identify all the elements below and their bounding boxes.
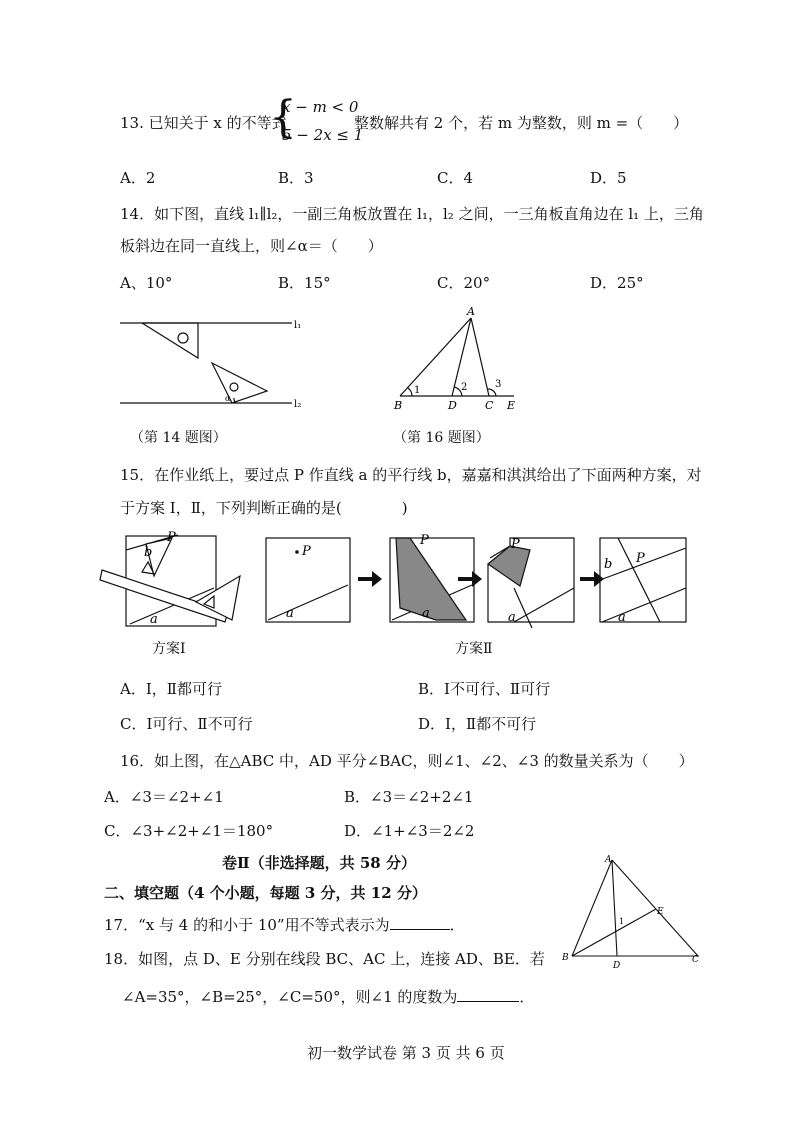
figure-16-caption: （第 16 题图） <box>393 430 490 446</box>
figure-15 <box>100 528 700 638</box>
q14-option-c[interactable]: C．20° <box>437 274 491 292</box>
q15-stem-line1: 15．在作业纸上，要过点 P 作直线 a 的平行线 b，嘉嘉和淇淇给出了下面两种方案，对 <box>120 466 702 484</box>
label-B: B <box>394 399 403 412</box>
fig18-label-C: C <box>692 955 699 965</box>
q18-stem-line1: 18．如图，点 D、E 分别在线段 BC、AC 上，连接 AD、BE．若 <box>104 950 545 968</box>
q18-answer-blank[interactable] <box>457 987 519 1002</box>
q16-option-c[interactable]: C．∠3+∠2+∠1＝180° <box>104 822 274 840</box>
q13-suffix: 整数解共有 2 个，若 m 为整数，则 m =（ ） <box>354 114 689 132</box>
q18-text: ∠A=35°，∠B=25°，∠C=50°，则∠1 的度数为 <box>122 988 458 1006</box>
q14-stem-line2: 板斜边在同一直线上，则∠α＝（ ） <box>120 237 383 255</box>
label-E: E <box>507 399 516 412</box>
q17-text: 17．“x 与 4 的和小于 10”用不等式表示为 <box>104 916 390 934</box>
angle-2: 2 <box>461 382 468 393</box>
plan2-P-4: P <box>636 551 645 566</box>
q17-stem <box>104 914 465 935</box>
figure-16 <box>392 305 532 415</box>
fig18-label-E: E <box>657 907 664 917</box>
q13-option-d[interactable]: D．5 <box>590 169 627 187</box>
plan2-a-2: a <box>422 606 430 621</box>
plan2-a: a <box>286 606 294 621</box>
q17-end: ． <box>449 916 465 934</box>
fig18-label-B: B <box>562 953 569 963</box>
label-A: A <box>467 305 475 318</box>
fig18-label-D: D <box>613 961 621 971</box>
q14-option-d[interactable]: D．25° <box>590 274 644 292</box>
figure-14 <box>120 312 320 412</box>
label-l1: l₁ <box>294 320 302 331</box>
q18-stem-line2 <box>122 986 534 1007</box>
q15-option-b[interactable]: B．Ⅰ不可行、Ⅱ可行 <box>418 680 551 698</box>
system-brace: { <box>269 92 297 143</box>
folded-part-1 <box>396 538 466 620</box>
folded-part-2 <box>488 546 530 586</box>
plan2-paper-3 <box>488 538 574 622</box>
q16-option-d[interactable]: D．∠1+∠3＝2∠2 <box>344 822 475 840</box>
q13-option-a[interactable]: A．2 <box>120 169 156 187</box>
fig18-angle-1: 1 <box>619 917 625 926</box>
q16-option-b[interactable]: B．∠3＝∠2+2∠1 <box>344 788 474 806</box>
q14-stem-line1: 14．如下图，直线 l₁∥l₂，一副三角板放置在 l₁，l₂ 之间，一三角板直角边在 l₁ 上，三角 <box>120 205 704 223</box>
q15-option-d[interactable]: D．Ⅰ，Ⅱ都不可行 <box>418 715 537 733</box>
q13-option-c[interactable]: C．4 <box>437 169 474 187</box>
plan1-caption: 方案Ⅰ <box>152 641 186 657</box>
q16-option-a[interactable]: A．∠3＝∠2+∠1 <box>104 788 224 806</box>
q13-prefix: 13. 已知关于 x 的不等式 <box>120 114 287 132</box>
triangle-ruler-2 <box>212 363 267 403</box>
q13-option-b[interactable]: B．3 <box>278 169 314 187</box>
arrow-2 <box>458 571 482 587</box>
q17-answer-blank[interactable] <box>390 915 450 930</box>
fig18-label-A: A <box>605 855 612 865</box>
plan2-caption: 方案Ⅱ <box>455 641 493 657</box>
volume-2-heading: 卷Ⅱ（非选择题，共 58 分） <box>222 854 416 872</box>
q15-stem-line2: 于方案 Ⅰ，Ⅱ，下列判断正确的是( ) <box>120 499 408 517</box>
plan2-P-2: P <box>420 533 429 548</box>
q14-option-b[interactable]: B．15° <box>278 274 331 292</box>
q16-stem: 16．如上图，在△ABC 中，AD 平分∠BAC，则∠1、∠2、∠3 的数量关系为（ ） <box>120 752 694 770</box>
plan1-a: a <box>150 612 158 627</box>
plan2-b-4: b <box>604 557 613 572</box>
label-D: D <box>448 399 457 412</box>
ruler-hole-2 <box>230 383 238 391</box>
triangle-ruler-1 <box>142 323 198 358</box>
label-l2: l₂ <box>294 399 302 410</box>
ruler-hole-1 <box>178 333 188 343</box>
q13-system-line1: x − m < 0 <box>282 98 359 116</box>
part-2-heading: 二、填空题（4 个小题，每题 3 分，共 12 分） <box>104 884 427 902</box>
figure-14-caption: （第 14 题图） <box>130 430 227 446</box>
q18-end: ． <box>519 988 535 1006</box>
label-C: C <box>485 399 494 412</box>
angle-1: 1 <box>414 385 421 396</box>
plan2-P: P <box>302 544 311 559</box>
q15-option-c[interactable]: C．Ⅰ可行、Ⅱ不可行 <box>120 715 253 733</box>
page-footer: 初一数学试卷 第 3 页 共 6 页 <box>307 1044 505 1062</box>
q13-system-line2: 5 − 2x ≤ 1 <box>282 126 364 144</box>
plan2-P-3: P <box>511 537 520 552</box>
plan1-b: b <box>144 545 153 560</box>
angle-3: 3 <box>495 379 502 390</box>
plan1-P: P <box>167 530 176 545</box>
q14-option-a[interactable]: A、10° <box>120 274 173 292</box>
figure-18 <box>560 852 710 972</box>
q15-option-a[interactable]: A．Ⅰ，Ⅱ都可行 <box>120 680 222 698</box>
plan2-a-4: a <box>618 610 626 625</box>
arrow-1 <box>358 571 382 587</box>
label-alpha: α <box>225 394 231 403</box>
plan2-a-3: a <box>508 610 516 625</box>
